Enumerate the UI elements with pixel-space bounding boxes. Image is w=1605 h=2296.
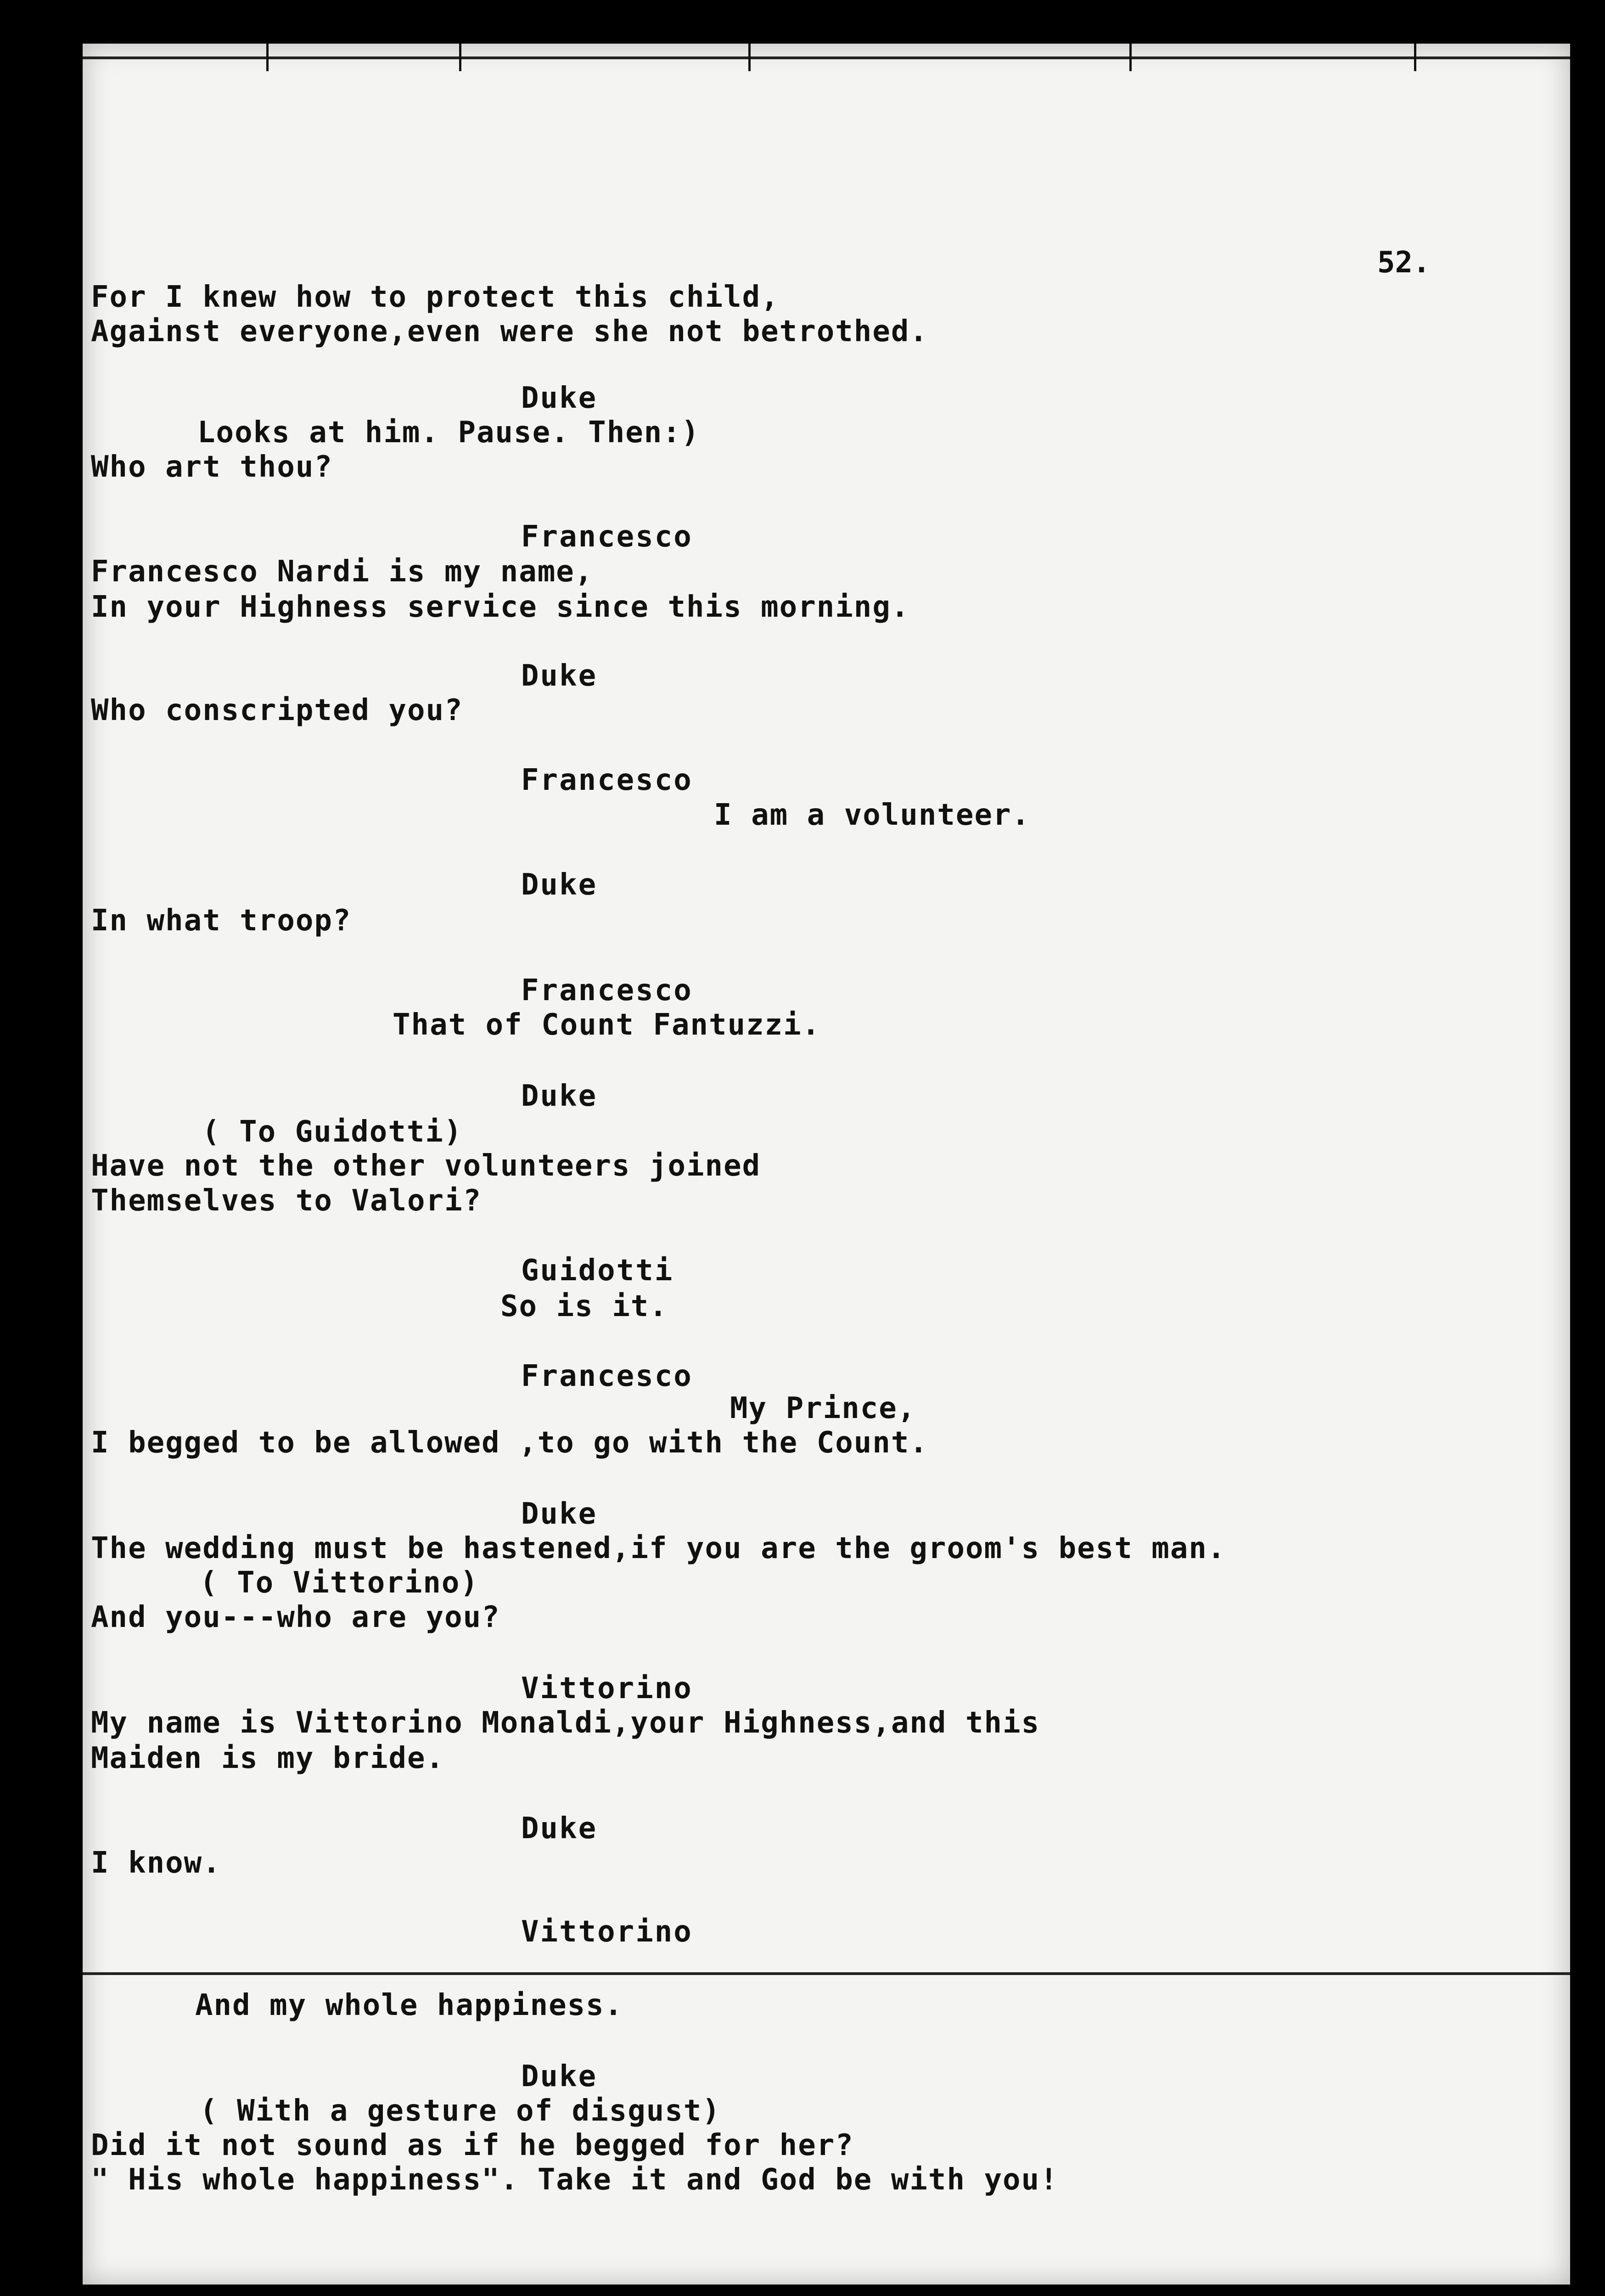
stage-direction: Looks at him. Pause. Then:) — [197, 416, 700, 450]
tab-stop-mark — [1129, 44, 1132, 71]
stage-direction: ( To Guidotti) — [202, 1115, 463, 1149]
dialogue-line: Themselves to Valori? — [91, 1184, 482, 1218]
speaker-name: Duke — [521, 2060, 598, 2093]
speaker-name: Duke — [521, 868, 598, 902]
dialogue-line: Against everyone,even were she not betrothed. — [91, 315, 928, 349]
speaker-name: Vittorino — [521, 1915, 693, 1949]
speaker-name: Francesco — [521, 1359, 693, 1393]
dialogue-line: Who art thou? — [91, 450, 333, 484]
speaker-name: Duke — [521, 1497, 598, 1531]
speaker-name: Duke — [521, 1079, 598, 1113]
dialogue-line: So is it. — [500, 1289, 668, 1323]
dialogue-line: I know. — [91, 1846, 221, 1880]
dialogue-line: Have not the other volunteers joined — [91, 1149, 761, 1183]
speaker-name: Duke — [521, 381, 598, 415]
dialogue-line: " His whole happiness". Take it and God be with you! — [91, 2163, 1059, 2197]
tab-stop-mark — [1414, 44, 1416, 71]
dialogue-line: That of Count Fantuzzi. — [393, 1008, 821, 1042]
dialogue-line: Francesco Nardi is my name, — [91, 555, 594, 589]
dialogue-line: Did it not sound as if he begged for her? — [91, 2128, 854, 2162]
tab-stop-mark — [266, 44, 269, 71]
tab-stop-mark — [459, 44, 461, 71]
dialogue-line: For I knew how to protect this child, — [91, 280, 780, 314]
top-margin-rule — [83, 44, 1570, 59]
page-number: 52. — [1377, 246, 1431, 280]
tab-stop-mark — [748, 44, 751, 71]
dialogue-line: Who conscripted you? — [91, 693, 463, 727]
speaker-name: Duke — [521, 1812, 598, 1846]
speaker-name: Francesco — [521, 763, 693, 797]
typescript-page — [83, 44, 1570, 2285]
dialogue-line: Maiden is my bride. — [91, 1741, 445, 1775]
dialogue-line: I am a volunteer. — [714, 798, 1031, 832]
dialogue-line: The wedding must be hastened,if you are the groom's best man. — [91, 1531, 1226, 1565]
dialogue-line: In your Highness service since this morning. — [91, 590, 910, 624]
speaker-name: Guidotti — [521, 1254, 674, 1288]
dialogue-line: In what troop? — [91, 904, 352, 938]
speaker-name: Duke — [521, 659, 598, 693]
dialogue-line: My Prince, — [730, 1391, 916, 1425]
stage-direction: ( To Vittorino) — [200, 1566, 479, 1600]
dialogue-line: My name is Vittorino Monaldi,your Highness,and this — [91, 1706, 1040, 1740]
speaker-name: Francesco — [521, 974, 693, 1007]
speaker-name: Francesco — [521, 520, 693, 554]
dialogue-line: And you---who are you? — [91, 1600, 500, 1634]
stage-direction: ( With a gesture of disgust) — [200, 2094, 721, 2128]
fold-line — [83, 1972, 1570, 1975]
dialogue-line: I begged to be allowed ,to go with the Count. — [91, 1426, 928, 1460]
dialogue-line: And my whole happiness. — [195, 1988, 623, 2022]
speaker-name: Vittorino — [521, 1671, 693, 1705]
